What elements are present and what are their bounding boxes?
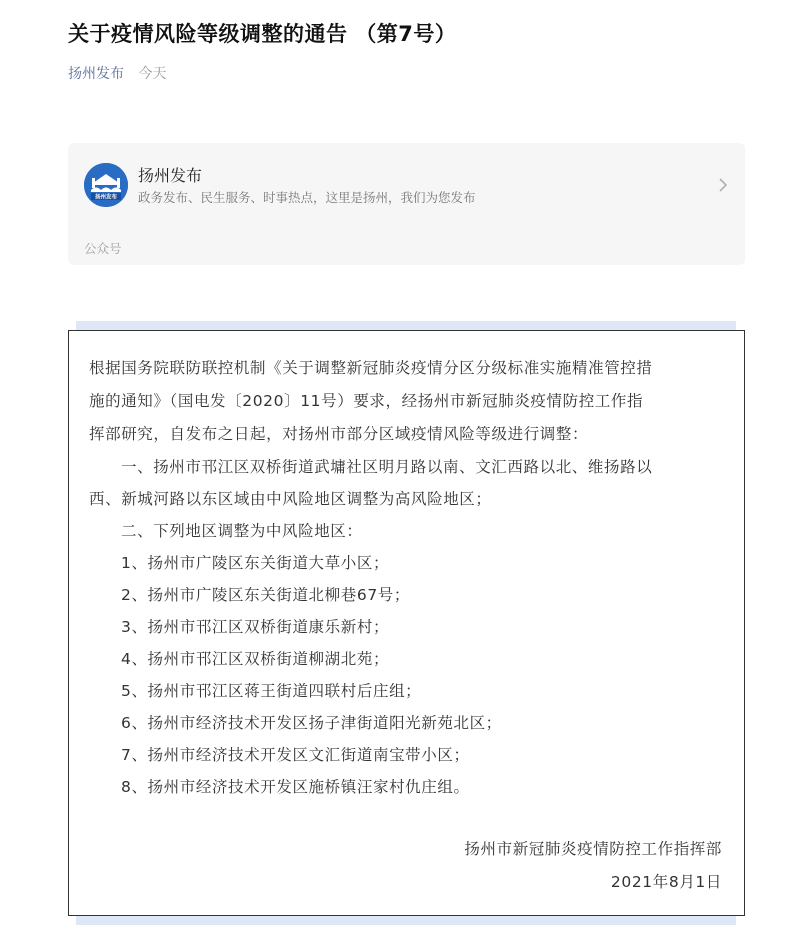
article-meta xyxy=(68,63,166,83)
list-item: 2、扬州市广陵区东关街道北柳巷67号； xyxy=(121,586,410,604)
notice-line: 二、下列地区调整为中风险地区： xyxy=(121,522,363,540)
account-logo xyxy=(84,163,128,207)
account-description: 政务发布、民生服务、时事热点，这里是扬州，我们为您发布 xyxy=(138,190,476,205)
list-item: 5、扬州市邗江区蒋王街道四联村后庄组； xyxy=(121,682,422,700)
account-type-label: 公众号 xyxy=(84,241,122,256)
list-item: 4、扬州市邗江区双桥街道柳湖北苑； xyxy=(121,650,390,668)
publish-date: 今天 xyxy=(138,66,167,82)
list-item: 7、扬州市经济技术开发区文汇街道南宝带小区； xyxy=(121,746,470,764)
notice-line: 根据国务院联防联控机制《关于调整新冠肺炎疫情分区分级标准实施精准管控措 xyxy=(89,359,653,377)
notice-line: 挥部研究，自发布之日起，对扬州市部分区域疫情风险等级进行调整： xyxy=(89,425,589,443)
notice-line: 施的通知》（国电发〔2020〕11号）要求，经扬州市新冠肺炎疫情防控工作指 xyxy=(89,392,644,410)
article-title: 关于疫情风险等级调整的通告 （第7号） xyxy=(68,22,457,46)
list-item: 3、扬州市邗江区双桥街道康乐新村； xyxy=(121,618,390,636)
notice-date: 2021年8月1日 xyxy=(610,873,722,891)
logo-text: 扬州发布 xyxy=(94,194,118,201)
author-link[interactable]: 扬州发布 xyxy=(68,66,124,82)
list-item: 8、扬州市经济技术开发区施桥镇汪家村仇庄组。 xyxy=(121,778,470,796)
list-item: 6、扬州市经济技术开发区扬子津街道阳光新苑北区； xyxy=(121,714,502,732)
notice-signature: 扬州市新冠肺炎疫情防控工作指挥部 xyxy=(464,840,722,858)
account-card[interactable] xyxy=(68,143,745,265)
list-item: 1、扬州市广陵区东关街道大草小区； xyxy=(121,554,390,572)
account-name[interactable]: 扬州发布 xyxy=(138,166,203,185)
notice-line: 一、扬州市邗江区双桥街道武墉社区明月路以南、文汇西路以北、维扬路以 xyxy=(121,458,653,476)
chevron-right-icon[interactable] xyxy=(717,177,729,193)
notice-box xyxy=(68,330,745,916)
notice-line: 西、新城河路以东区域由中风险地区调整为高风险地区； xyxy=(89,490,492,508)
